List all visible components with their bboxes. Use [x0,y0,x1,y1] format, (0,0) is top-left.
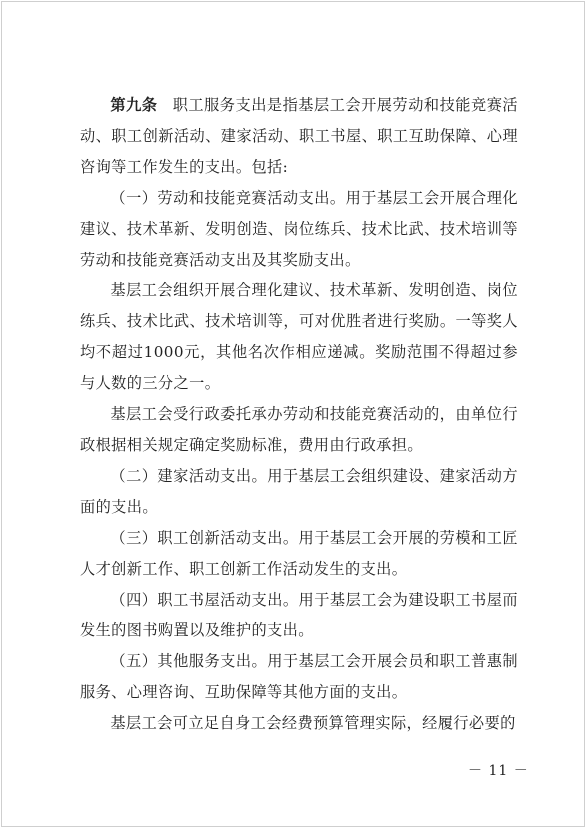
paragraph-book-house: （四）职工书屋活动支出。用于基层工会为建设职工书屋而发生的图书购置以及维护的支出。 [80,590,518,640]
page-number: － 11 － [468,763,529,779]
document-body [80,90,518,739]
document-page [1,1,585,827]
paragraph-other-services: （五）其他服务支出。用于基层工会开展会员和职工普惠制服务、心理咨询、互助保障等其他方面的支出。 [80,652,518,702]
article-label: 第九条 [110,96,158,114]
paragraph-innovation: （三）职工创新活动支出。用于基层工会开展的劳模和工匠人才创新工作、职工创新工作活动发生的支出。 [80,528,518,578]
article-paragraph [80,90,518,183]
paragraph-text: 职工服务支出是指基层工会开展劳动和技能竞赛活动、职工创新活动、建家活动、职工书屋、职工互助保障、心理咨询等工作发生的支出。包括: [80,96,518,176]
paragraph-rewards: 基层工会组织开展合理化建议、技术革新、发明创造、岗位练兵、技术比武、技术培训等，可对优胜者进行奖励。一等奖人均不超过1000元，其他名次作相应递减。奖励范围不得超过参与人数的三分之一。 [80,281,518,393]
paragraph-competition: （一）劳动和技能竞赛活动支出。用于基层工会开展合理化建议、技术革新、发明创造、岗位练兵、技术比武、技术培训等劳动和技能竞赛活动支出及其奖励支出。 [80,188,518,269]
paragraph-home-building: （二）建家活动支出。用于基层工会组织建设、建家活动方面的支出。 [80,466,518,516]
paragraph-budget: 基层工会可立足自身工会经费预算管理实际，经履行必要的 [110,714,516,733]
paragraph-administration: 基层工会受行政委托承办劳动和技能竞赛活动的，由单位行政根据相关规定确定奖励标准，费用由行政承担。 [80,405,518,454]
